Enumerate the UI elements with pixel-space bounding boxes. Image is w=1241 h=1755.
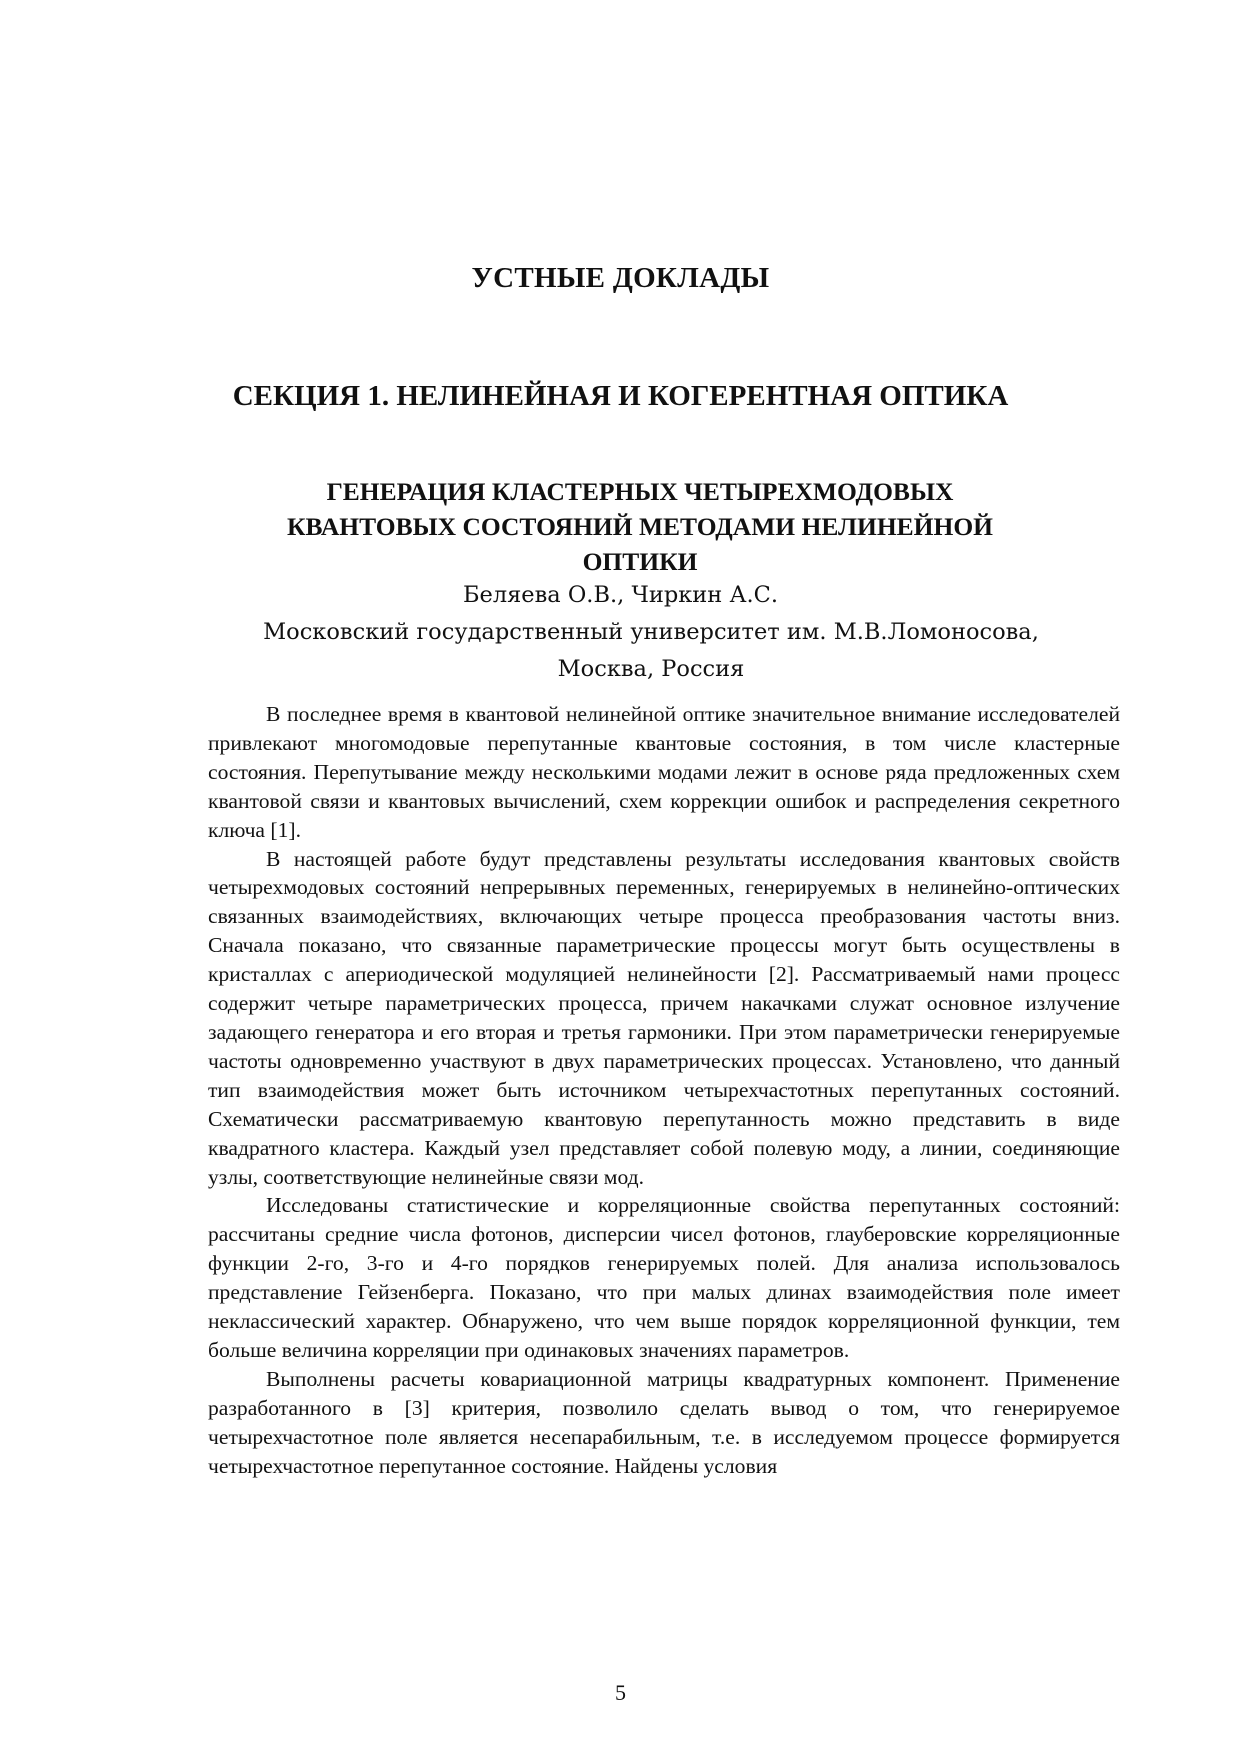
body-paragraph: Исследованы статистические и корреляционные свойства перепутанных состояний: рассчитаны средние числа фотонов, дисперсии чисел фотонов, глауберовские корреляционные функции 2-го, 3-го и 4-го порядков генерируемых полей. Для анализа использовалось представление Гейзенберга. Показано, что при малых длинах взаимодействия поле имеет неклассический характер. Обнаружено, что чем выше порядок корреляционной функции, тем больше величина корреляции при одинаковых значениях параметров.	[208, 1193, 1120, 1362]
affiliation-line: Московский государственный университет им. М.В.Ломоносова,	[263, 619, 1039, 645]
article-body	[208, 700, 1120, 1480]
article-title-line: КВАНТОВЫХ СОСТОЯНИЙ МЕТОДАМИ НЕЛИНЕЙНОЙ	[286, 512, 994, 541]
main-heading: УСТНЫЕ ДОКЛАДЫ	[471, 262, 770, 294]
page-number: 5	[615, 1680, 626, 1705]
body-paragraph: В последнее время в квантовой нелинейной оптике значительное внимание исследователей привлекают многомодовые перепутанные квантовые состояния, в том числе кластерные состояния. Перепутывание между несколькими модами лежит в основе ряда предложенных схем квантовой связи и квантовых вычислений, схем коррекции ошибок и распределения секретного ключа [1].	[208, 702, 1120, 842]
affiliation-line: Москва, Россия	[557, 656, 745, 682]
article-title-line: ОПТИКИ	[582, 547, 698, 576]
body-paragraph: Выполнены расчеты ковариационной матрицы квадратурных компонент. Применение разработанного в [3] критерия, позволило сделать вывод о том, что генерируемое четырехчастотное поле является несепарабильным, т.е. в исследуемом процессе формируется четырехчастотное перепутанное состояние. Найдены условия	[208, 1366, 1120, 1478]
body-paragraph: В настоящей работе будут представлены результаты исследования квантовых свойств четырехмодовых состояний непрерывных переменных, генерируемых в нелинейно-оптических связанных взаимодействиях, включающих четыре процесса преобразования частоты вниз. Сначала показано, что связанные параметрические процессы могут быть осуществлены в кристаллах с апериодической модуляцией нелинейности [2]. Рассматриваемый нами процесс содержит четыре параметрических процесса, причем накачками служат основное излучение задающего генератора и его вторая и третья гармоники. При этом параметрически генерируемые частоты одновременно участвуют в двух параметрических процессах. Установлено, что данный тип взаимодействия может быть источником четырехчастотных перепутанных состояний. Схематически рассматриваемую квантовую перепутанность можно представить в виде квадратного кластера. Каждый узел представляет собой полевую моду, а линии, соединяющие узлы, соответствующие нелинейные связи мод.	[208, 846, 1120, 1189]
article-title-line: ГЕНЕРАЦИЯ КЛАСТЕРНЫХ ЧЕТЫРЕХМОДОВЫХ	[326, 477, 954, 506]
article-affiliation	[230, 614, 1072, 688]
section-heading: СЕКЦИЯ 1. НЕЛИНЕЙНАЯ И КОГЕРЕНТНАЯ ОПТИКА	[232, 380, 1009, 412]
article-title	[220, 474, 1060, 579]
article-authors: Беляева О.В., Чиркин А.С.	[462, 582, 779, 608]
